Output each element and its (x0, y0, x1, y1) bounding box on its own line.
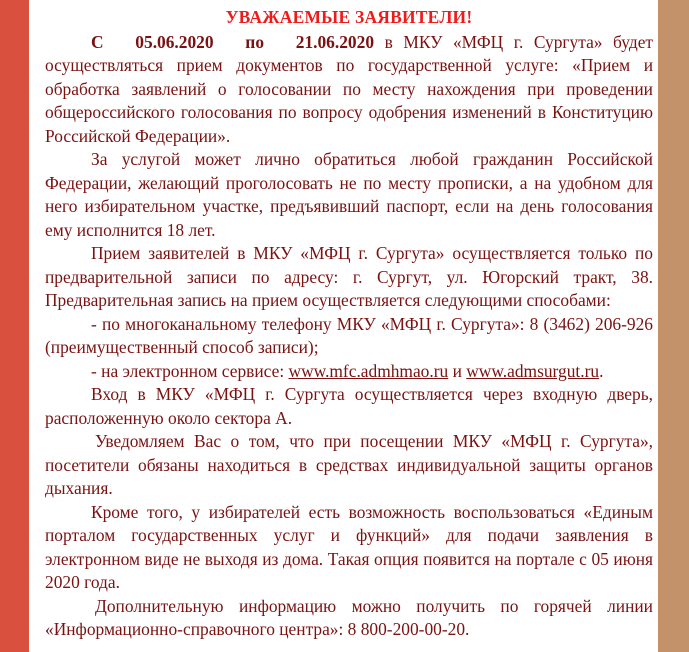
left-decorative-bar (0, 0, 29, 652)
paragraph-eligibility: За услугой может лично обратиться любой гражданин Российской Федерации, желающий проголосовать не по месту прописки, а на удобном для него избирательном участке, предъявивший паспорт, если на день голосования ему исполнится 18 лет. (45, 149, 653, 240)
paragraph-appointment: Прием заявителей в МКУ «МФЦ г. Сургута» осуществляется только по предварительной записи по адресу: г. Сургут, ул. Югорский тракт, 38. Предварительная запись на прием осуществляется следующими способами: (45, 243, 653, 310)
paragraph-hotline: Дополнительную информацию можно получить по горячей линии «Информационно-справочного центра»: 8 800-200-00-20. (45, 595, 653, 639)
online-and: и (448, 360, 467, 381)
paragraph-dates-text: в МКУ «МФЦ г. Сургута» будет осуществляться прием документов по государственной услуге: «Прием и обработка заявлений о голосовании по месту нахождения при проведении общероссийского голосования по вопросу одобрения изменений в Конституцию Российской Федерации». (45, 31, 654, 146)
online-prefix: - на электронном сервисе: (91, 360, 289, 381)
date-to: 21.06.2020 (295, 31, 375, 52)
link-admsurgut[interactable]: www.admsurgut.ru (466, 360, 600, 381)
paragraph-portal: Кроме того, у избирателей есть возможность воспользоваться «Единым порталом государственных услуг и функций» для подачи заявления в электронном виде не выходя из дома. Такая опция появится на портале с 05 июня 2020 года. (45, 501, 653, 592)
online-suffix: . (599, 360, 604, 381)
paragraph-entrance: Вход в МКУ «МФЦ г. Сургута осуществляется через входную дверь, расположенную около сектора А. (45, 384, 653, 428)
announcement-body (45, 6, 653, 642)
paragraph-dates (45, 31, 653, 149)
date-from-label: С (91, 31, 104, 52)
paragraph-online (45, 360, 653, 384)
paragraph-phone: - по многоканальному телефону МКУ «МФЦ г. Сургута»: 8 (3462) 206-926 (преимущественный способ записи); (45, 313, 653, 357)
right-decorative-bar (658, 0, 689, 652)
paragraph-ppe: Уведомляем Вас о том, что при посещении МКУ «МФЦ г. Сургута», посетители обязаны находиться в средствах индивидуальной защиты органов дыхания. (45, 431, 653, 498)
link-mfc-admhmao[interactable]: www.mfc.admhmao.ru (288, 360, 449, 381)
date-from: 05.06.2020 (135, 31, 214, 52)
date-to-label: по (245, 31, 265, 52)
announcement-heading: УВАЖАЕМЫЕ ЗАЯВИТЕЛИ! (225, 7, 473, 27)
